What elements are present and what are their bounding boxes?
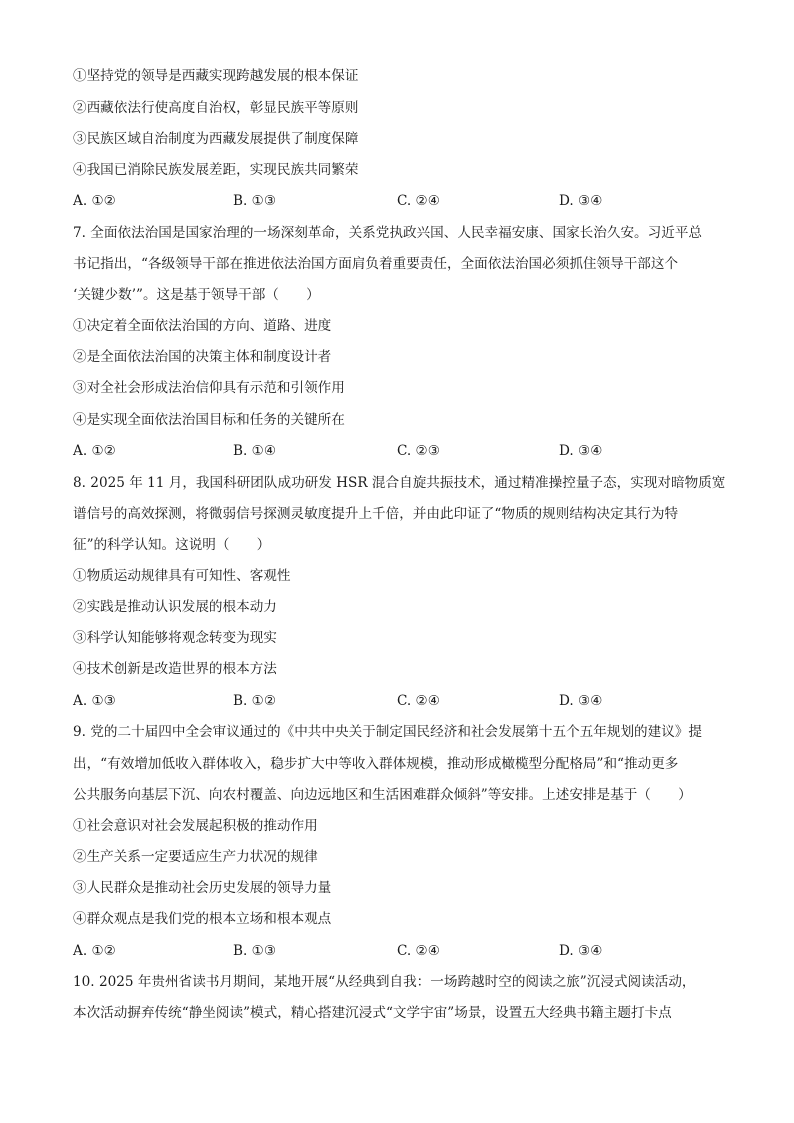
- q6-item-2: ②西藏依法行使高度自治权，彰显民族平等原则: [73, 100, 359, 116]
- q8-stem-line-2: 谱信号的高效探测，将微弱信号探测灵敏度提升上千倍，并由此印证了“物质的规则结构决定其行为特: [73, 506, 679, 522]
- q9-item-4: ④群众观点是我们党的根本立场和根本观点: [73, 911, 332, 927]
- q8-stem-line-1: 8. 2025 年 11 月，我国科研团队成功研发 HSR 混合自旋共振技术，通过精准操控量子态，实现对暗物质宽: [73, 475, 726, 491]
- q8-option-a: A. ①③: [73, 693, 116, 709]
- q6-item-1: ①坚持党的领导是西藏实现跨越发展的根本保证: [73, 68, 359, 84]
- q7-option-a: A. ①②: [73, 443, 116, 459]
- q9-item-2: ②生产关系一定要适应生产力状况的规律: [73, 849, 318, 865]
- q8-item-4: ④技术创新是改造世界的根本方法: [73, 661, 277, 677]
- q6-option-d: D. ③④: [559, 193, 603, 209]
- q6-item-3: ③民族区域自治制度为西藏发展提供了制度保障: [73, 131, 359, 147]
- q8-item-3: ③科学认知能够将观念转变为现实: [73, 630, 277, 646]
- q6-option-a: A. ①②: [73, 193, 116, 209]
- q8-item-1: ①物质运动规律具有可知性、客观性: [73, 568, 291, 584]
- q6-option-b: B. ①③: [233, 193, 277, 209]
- q7-stem-line-1: 7. 全面依法治国是国家治理的一场深刻革命，关系党执政兴国、人民幸福安康、国家长治久安。习近平总: [73, 225, 703, 241]
- q7-stem-line-2: 书记指出，“各级领导干部在推进依法治国方面肩负着重要责任，全面依法治国必须抓住领导干部这个: [73, 256, 679, 272]
- q7-item-4: ④是实现全面依法治国目标和任务的关键所在: [73, 412, 345, 428]
- q9-option-c: C. ②④: [397, 943, 440, 959]
- q7-item-1: ①决定着全面依法治国的方向、道路、进度: [73, 318, 332, 334]
- q8-stem-line-3: 征”的科学认知。这说明（ ）: [73, 537, 271, 553]
- q6-option-c: C. ②④: [397, 193, 440, 209]
- q9-option-d: D. ③④: [559, 943, 603, 959]
- q7-stem-line-3: ‘关键少数’”。这是基于领导干部（ ）: [73, 287, 320, 303]
- q9-stem-line-3: 公共服务向基层下沉、向农村覆盖、向边远地区和生活困难群众倾斜”等安排。上述安排是基于（ ）: [73, 787, 692, 803]
- q9-stem-line-2: 出，“有效增加低收入群体收入，稳步扩大中等收入群体规模，推动形成橄榄型分配格局”和“推动更多: [73, 756, 679, 772]
- q9-item-1: ①社会意识对社会发展起积极的推动作用: [73, 818, 318, 834]
- q9-option-b: B. ①③: [233, 943, 277, 959]
- q9-item-3: ③人民群众是推动社会历史发展的领导力量: [73, 880, 332, 896]
- q7-options: [73, 442, 733, 460]
- q9-options: [73, 942, 733, 960]
- q8-options: [73, 692, 733, 710]
- q8-item-2: ②实践是推动认识发展的根本动力: [73, 599, 277, 615]
- q8-option-c: C. ②④: [397, 693, 440, 709]
- q10-stem-line-2: 本次活动摒弃传统“静坐阅读”模式，精心搭建沉浸式“文学宇宙”场景，设置五大经典书籍主题打卡点: [73, 1005, 672, 1021]
- q7-option-c: C. ②③: [397, 443, 440, 459]
- q10-stem-line-1: 10. 2025 年贵州省读书月期间，某地开展“从经典到自我：一场跨越时空的阅读之旅”沉浸式阅读活动，: [73, 974, 696, 990]
- q6-item-4: ④我国已消除民族发展差距，实现民族共同繁荣: [73, 162, 359, 178]
- q6-options: [73, 192, 733, 210]
- q7-option-d: D. ③④: [559, 443, 603, 459]
- q8-option-d: D. ③④: [559, 693, 603, 709]
- q9-option-a: A. ①②: [73, 943, 116, 959]
- q7-option-b: B. ①④: [233, 443, 277, 459]
- q9-stem-line-1: 9. 党的二十届四中全会审议通过的《中共中央关于制定国民经济和社会发展第十五个五年规划的建议》提: [73, 724, 703, 740]
- q8-option-b: B. ①②: [233, 693, 277, 709]
- q7-item-3: ③对全社会形成法治信仰具有示范和引领作用: [73, 380, 345, 396]
- q7-item-2: ②是全面依法治国的决策主体和制度设计者: [73, 349, 332, 365]
